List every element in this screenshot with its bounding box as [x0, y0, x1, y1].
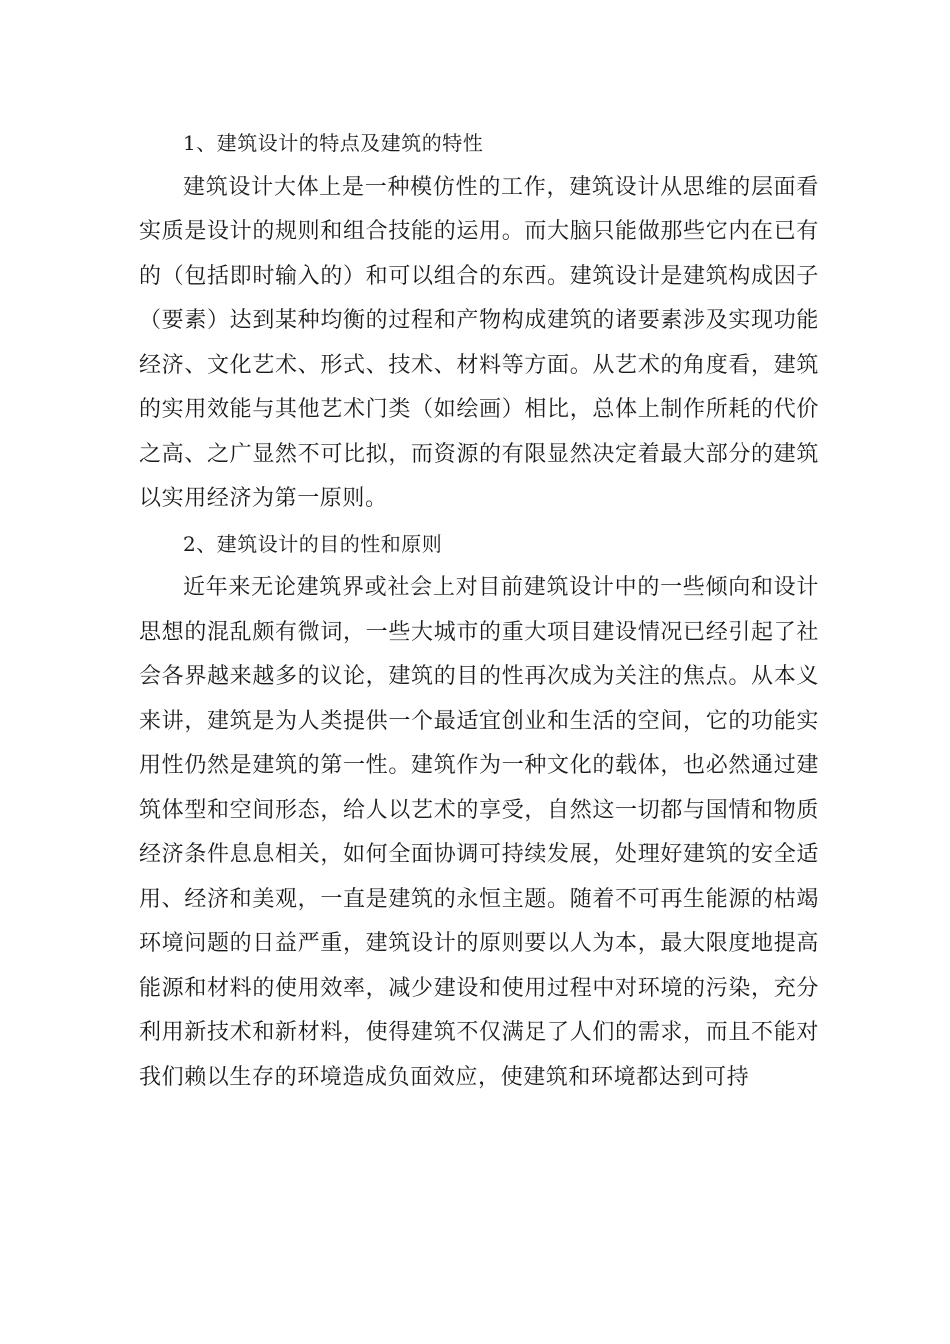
document-body — [139, 121, 819, 1100]
section-2-heading: 2、建筑设计的目的性和原则 — [183, 531, 443, 556]
section-1-heading: 1、建筑设计的特点及建筑的特性 — [183, 131, 484, 155]
section-2-paragraph: 近年来无论建筑界或社会上对目前建筑设计中的一些倾向和设计思想的混乱颇有微词，一些大城市的重大项目建设情况已经引起了社会各界越来越多的议论，建筑的目的性再次成为关注的焦点。从本义来讲，建筑是为人类提供一个最适宜创业和生活的空间，它的功能实用性仍然是建筑的第一性。建筑作为一种文化的载体，也必然通过建筑体型和空间形态，给人以艺术的享受，自然这一切都与国情和物质经济条件息息相关，如何全面协调可持续发展，处理好建筑的安全适用、经济和美观，一直是建筑的永恒主题。随着不可再生能源的枯竭环境问题的日益严重，建筑设计的原则要以人为本，最大限度地提高能源和材料的使用效率，减少建设和使用过程中对环境的污染，充分利用新技术和新材料，使得建筑不仅满足了人们的需求，而且不能对我们赖以生存的环境造成负面效应，使建筑和环境都达到可持 — [139, 575, 819, 1090]
section-1-paragraph: 建筑设计大体上是一种模仿性的工作，建筑设计从思维的层面看实质是设计的规则和组合技能的运用。而大脑只能做那些它内在已有的（包括即时输入的）和可以组合的东西。建筑设计是建筑构成因子（要素）达到某种均衡的过程和产物构成建筑的诸要素涉及实现功能经济、文化艺术、形式、技术、材料等方面。从艺术的角度看，建筑的实用效能与其他艺术门类（如绘画）相比，总体上制作所耗的代价之高、之广显然不可比拟，而资源的有限显然决定着最大部分的建筑以实用经济为第一原则。 — [139, 174, 819, 511]
